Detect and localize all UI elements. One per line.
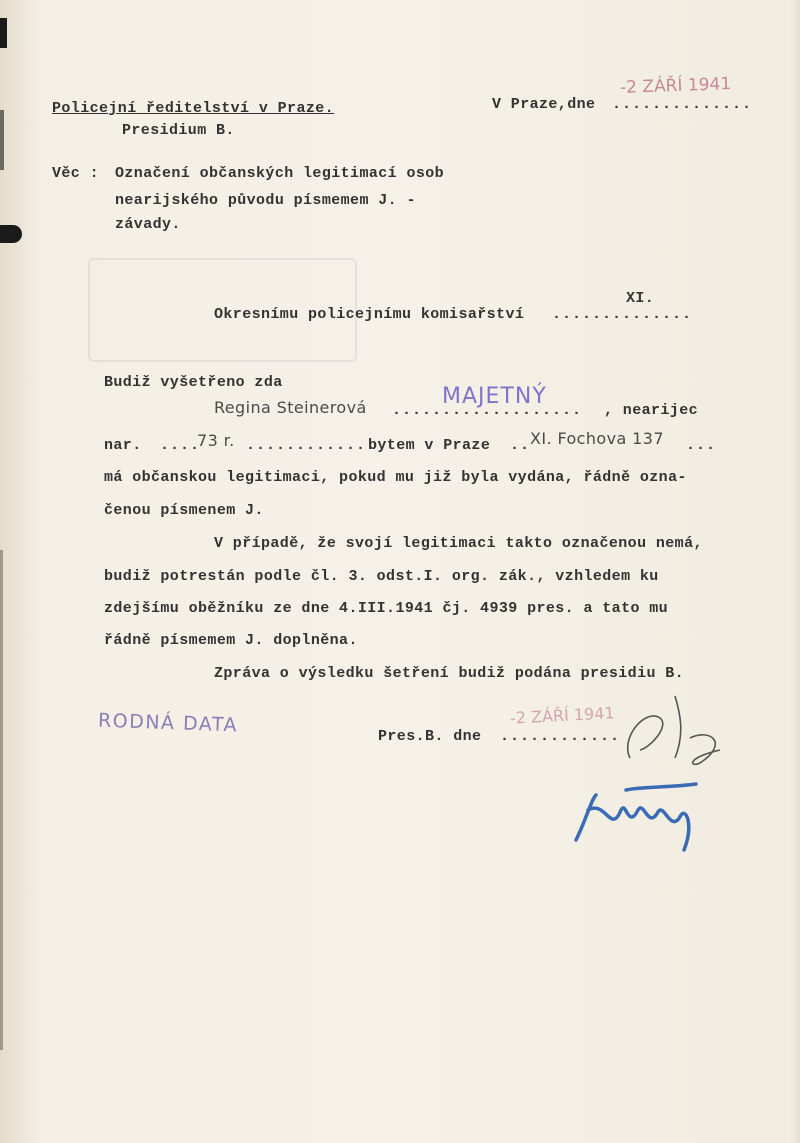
birth-dots-post: ............. [246, 437, 377, 454]
majetny-stamp: MAJETNÝ [442, 384, 547, 409]
date-stamp: -2 ZÁŘÍ 1941 [619, 74, 732, 98]
pres-date-dots: ............ [500, 728, 621, 745]
rodna-data-stamp: RODNÁ DATA [97, 709, 239, 737]
recipient-dots: .............. [552, 306, 693, 323]
nearijec-text: , nearijec [604, 402, 699, 419]
person-name: Regina Steinerová [214, 398, 367, 417]
date-stamp-2: -2 ZÁŘÍ 1941 [509, 703, 616, 728]
place-date-label: V Praze,dne [492, 96, 596, 113]
intro-text: Budiž vyšetřeno zda [104, 374, 283, 391]
subject-line-2: nearijského původu písmemem J. - [115, 192, 416, 209]
paragraph-2-line-2: budiž potrestán podle čl. 3. odst.I. org. zák., vzhledem ku [104, 568, 659, 585]
left-edge-mark [0, 110, 4, 170]
pencil-signature [590, 688, 740, 778]
subject-line-3: závady. [115, 216, 181, 233]
paragraph-2-line-4: řádně písmemem J. doplněna. [104, 632, 358, 649]
birth-value: 73 r. [197, 431, 235, 450]
recipient: Okresnímu policejnímu komisařství [214, 306, 525, 323]
address-dots-post: ... [686, 437, 717, 454]
subject-label: Věc : [52, 165, 100, 182]
left-edge-mark [0, 18, 7, 48]
place-date-dots: .............. [612, 96, 753, 113]
paragraph-2-line-1: V případě, že svojí legitimaci takto označenou nemá, [214, 535, 703, 552]
paragraph-2-line-3: zdejšímu oběžníku ze dne 4.III.1941 čj. 4939 pres. a tato mu [104, 600, 669, 617]
paragraph-3: Zpráva o výsledku šetření budiž podána presidiu B. [214, 665, 685, 682]
paragraph-1-line-3: má občanskou legitimaci, pokud mu již byla vydána, řádně ozna- [104, 469, 687, 486]
pres-date-label: Pres.B. dne [378, 728, 482, 745]
recipient-district: XI. [626, 290, 655, 307]
left-edge-mark [0, 550, 3, 1050]
ink-signature [566, 780, 716, 860]
birth-dots-pre: .... [160, 437, 201, 454]
birth-label: nar. [104, 437, 142, 454]
address-value: XI. Fochova 137 [530, 429, 664, 448]
subject-line-1: Označení občanských legitimací osob [115, 165, 445, 182]
person-name-dots: ................... [392, 402, 583, 419]
department: Presidium B. [122, 122, 235, 139]
paragraph-1-line-4: čenou písmenem J. [104, 502, 264, 519]
authority-heading: Policejní ředitelství v Praze. [52, 100, 335, 117]
left-edge-mark [0, 225, 22, 243]
residence-label: bytem v Praze [368, 437, 491, 454]
address-dots-pre: .. [510, 437, 531, 454]
